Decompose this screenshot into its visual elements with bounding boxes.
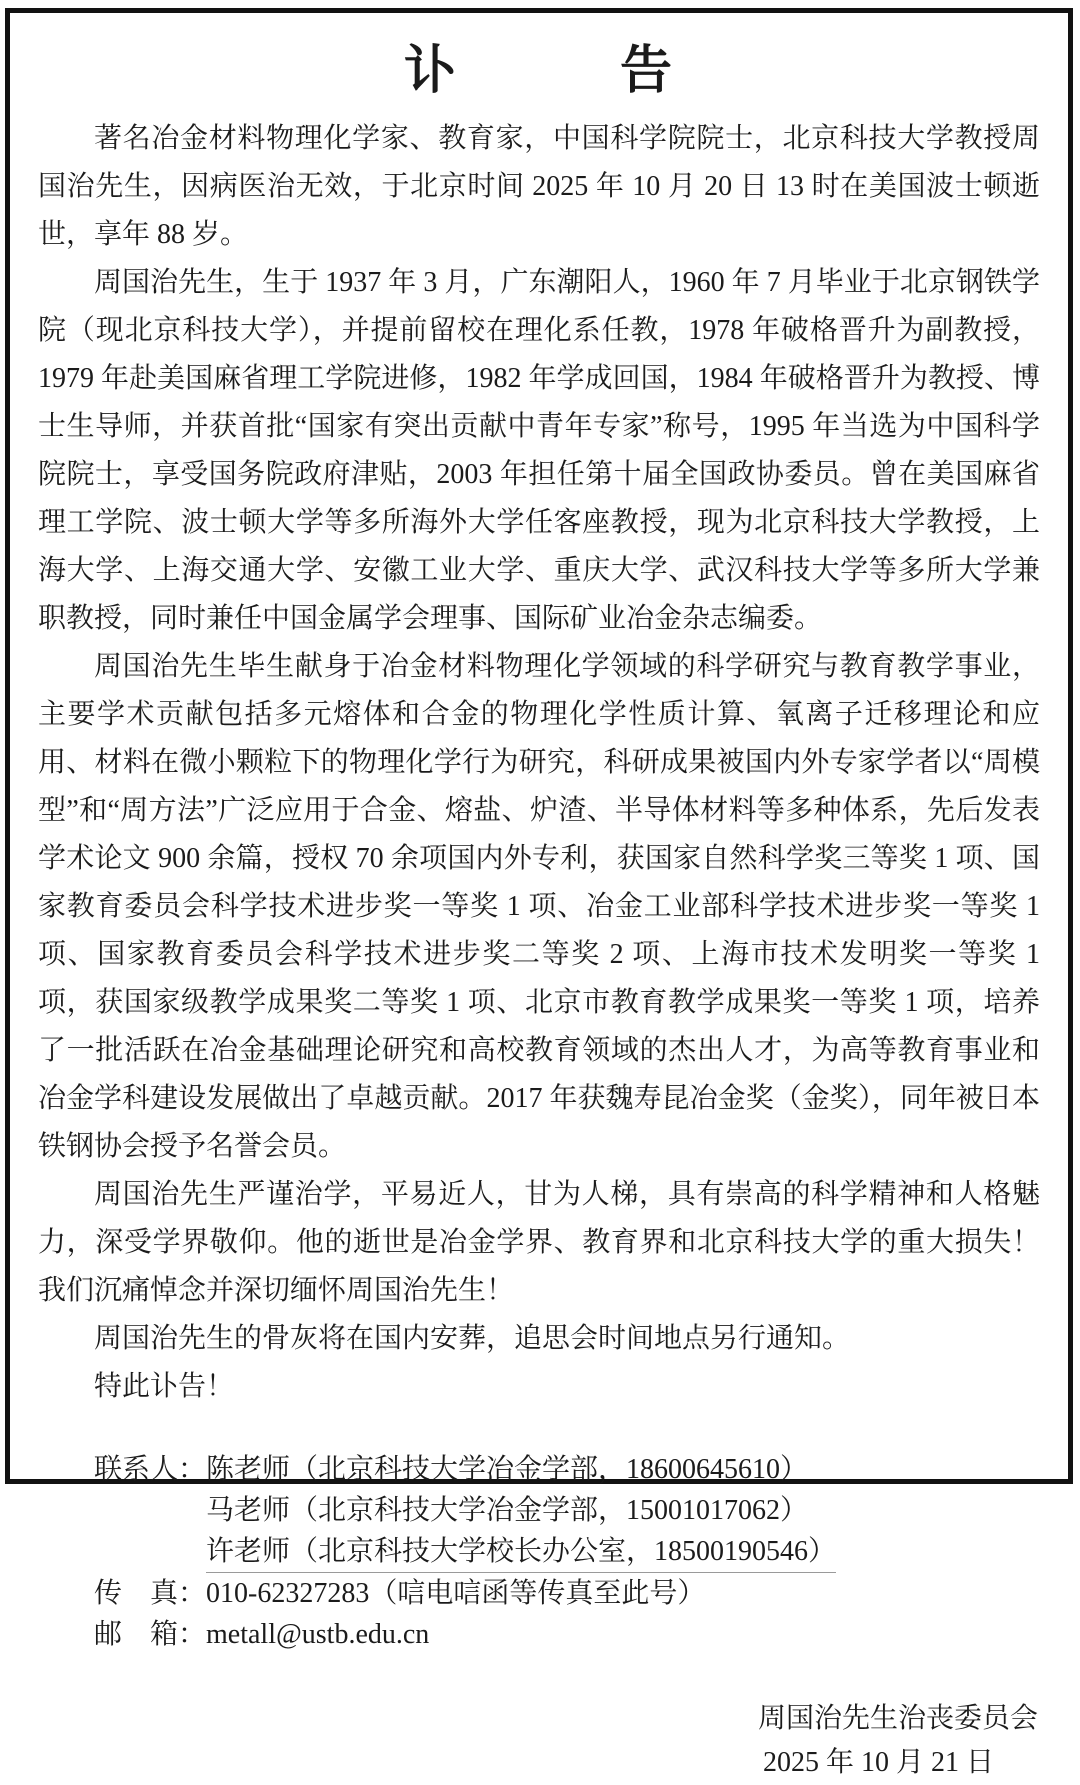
body-paragraph-death-announcement: 著名冶金材料物理化学家、教育家，中国科学院院士，北京科技大学教授周国治先生，因病医治无效，于北京时间 2025 年 10 月 20 日 13 时在美国波士顿逝世，享年 88 岁。	[38, 123, 1040, 250]
contact-row-xu	[94, 1531, 1040, 1573]
obituary-document-frame	[5, 8, 1073, 1778]
contact-value-xu: 许老师（北京科技大学校长办公室，18500190546）	[206, 1531, 836, 1573]
contact-row-chen	[94, 1449, 1040, 1490]
contact-label-email: 邮 箱：	[94, 1619, 207, 1650]
contact-value-fax: 010-62327283（唁电唁函等传真至此号）	[206, 1578, 706, 1609]
signature-committee: 周国治先生治丧委员会	[757, 1703, 1038, 1734]
body-paragraph-closing: 特此讣告！	[94, 1371, 235, 1402]
body-paragraph-biography: 周国治先生，生于 1937 年 3 月，广东潮阳人，1960 年 7 月毕业于北京钢铁学院（现北京科技大学），并提前留校在理化系任教，1978 年破格晋升为副教授，1979 年赴美国麻省理工学院进修，1982 年学成回国，1984 年破格晋升为教授、博士生导师，并获首批“国家有突出贡献中青年专家”称号，1995 年当选为中国科学院院士，享受国务院政府津贴，2003 年担任第十届全国政协委员。曾在美国麻省理工学院、波士顿大学等多所海外大学任客座教授，现为北京科技大学教授，上海大学、上海交通大学、安徽工业大学、重庆大学、武汉科技大学等多所大学兼职教授，同时兼任中国金属学会理事、国际矿业冶金杂志编委。	[38, 267, 1040, 634]
contact-label-person: 联系人：	[94, 1454, 207, 1485]
obituary-title: 讣 告	[403, 43, 674, 100]
obituary-body	[38, 115, 1040, 1411]
contact-value-ma: 马老师（北京科技大学冶金学部，15001017062）	[206, 1495, 809, 1526]
contact-value-email: metall@ustb.edu.cn	[206, 1619, 430, 1650]
body-paragraph-achievements: 周国治先生毕生献身于冶金材料物理化学领域的科学研究与教育教学事业，主要学术贡献包括多元熔体和合金的物理化学性质计算、氧离子迁移理论和应用、材料在微小颗粒下的物理化学行为研究，科研成果被国内外专家学者以“周模型”和“周方法”广泛应用于合金、熔盐、炉渣、半导体材料等多种体系，先后发表学术论文 900 余篇，授权 70 余项国内外专利，获国家自然科学奖三等奖 1 项、国家教育委员会科学技术进步奖一等奖 1 项、冶金工业部科学技术进步奖一等奖 1 项、国家教育委员会科学技术进步奖二等奖 2 项、上海市技术发明奖一等奖 1 项，获国家级教学成果奖二等奖 1 项、北京市教育教学成果奖一等奖 1 项，培养了一批活跃在冶金基础理论研究和高校教育领域的杰出人才，为高等教育事业和冶金学科建设发展做出了卓越贡献。2017 年获魏寿昆冶金奖（金奖），同年被日本铁钢协会授予名誉会员。	[38, 651, 1040, 1162]
signature-block	[38, 1697, 1040, 1785]
contact-row-fax	[94, 1573, 1040, 1614]
signature-date: 2025 年 10 月 21 日	[762, 1747, 994, 1778]
contact-row-email	[94, 1614, 1040, 1655]
body-paragraph-burial-notice: 周国治先生的骨灰将在国内安葬，追思会时间地点另行通知。	[94, 1323, 851, 1354]
contact-label-fax: 传 真：	[94, 1578, 207, 1609]
contact-info-block	[38, 1449, 1040, 1655]
contact-row-ma	[94, 1490, 1040, 1531]
body-paragraph-tribute: 周国治先生严谨治学，平易近人，甘为人梯，具有崇高的科学精神和人格魅力，深受学界敬仰。他的逝世是冶金学界、教育界和北京科技大学的重大损失！我们沉痛悼念并深切缅怀周国治先生！	[38, 1179, 1040, 1306]
contact-value-chen: 陈老师（北京科技大学冶金学部，18600645610）	[206, 1454, 809, 1485]
